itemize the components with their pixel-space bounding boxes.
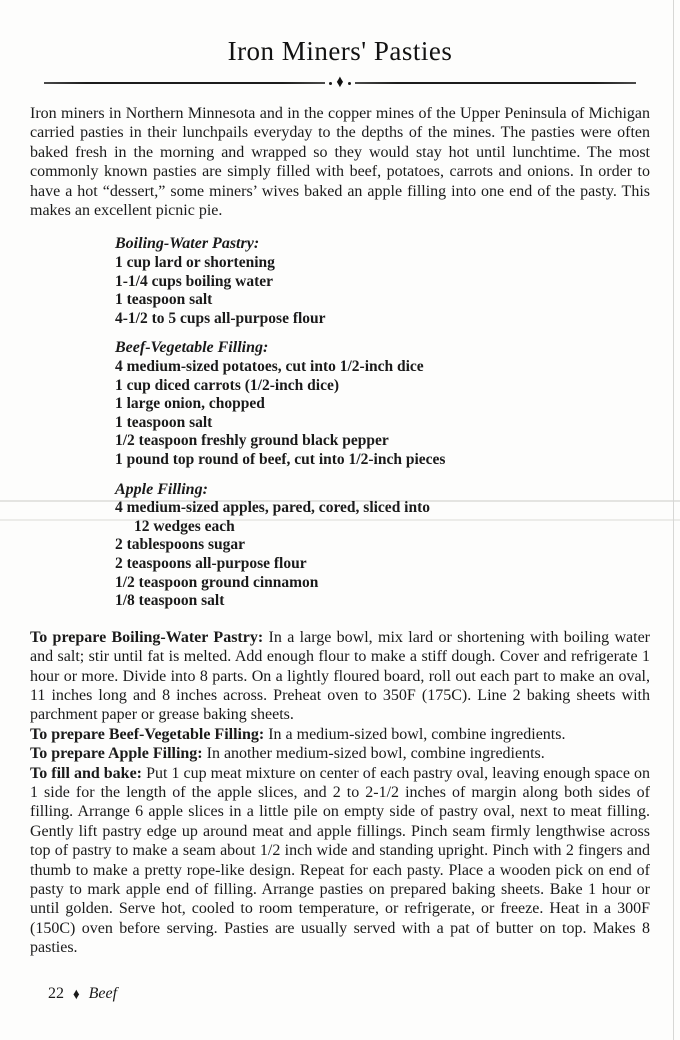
ingredient-item: 4-1/2 to 5 cups all-purpose flour xyxy=(115,309,326,327)
dot-ornament xyxy=(329,82,332,85)
page-footer xyxy=(48,985,117,1003)
diamond-icon: ♦ xyxy=(336,73,344,92)
diamond-icon: ♦ xyxy=(73,984,80,1003)
ingredient-group-heading: Apple Filling: xyxy=(115,480,208,498)
ingredient-item: 1 pound top round of beef, cut into 1/2-inch pieces xyxy=(115,450,446,468)
ornament-rule xyxy=(44,73,636,92)
ingredient-item: 1/8 teaspoon salt xyxy=(115,592,225,610)
instruction-text: Put 1 cup meat mixture on center of each pastry oval, leaving enough space on 1 side for the length of the apple slices, and 2 to 2-1/2 inches of margin along both sides of filling. Arrange 6 apple slices in a little pile on empty side of pastry oval, next to meat filling. Gently lift pastry edge up around meat and apple fillings. Pinch seam firmly lengthwise across top of pastry to make a seam about 1/2 inch wide and standing upright. Pinch with 2 fingers and thumb to make a pretty rope-like design. Repeat for each pasty. Place a wooden pick on end of pasty to mark apple end of filling. Arrange pasties on prepared baking sheets. Bake 1 hour or until golden. Serve hot, cooled to room temperature, or refrigerate, or freeze. Heat in a 300F (150C) oven before serving. Pasties are usually served with a pat of butter on top. Makes 8 pasties. xyxy=(30,764,651,957)
ingredient-group-heading: Boiling-Water Pastry: xyxy=(115,235,260,253)
instruction-lead: To prepare Beef-Vegetable Filling: xyxy=(30,725,269,743)
intro-paragraph: Iron miners in Northern Minnesota and in the copper mines of the Upper Peninsula of Michigan carried pasties in their lunchpails everyday to the depths of the mines. The pasties were often baked fresh in the morning and wrapped so they would stay hot until lunchtime. The most commonly known pasties are simply filled with beef, potatoes, carrots and onions. In order to have a hot “dessert,” some miners’ wives baked an apple filling into one end of the pasty. This makes an excellent picnic pie. xyxy=(30,105,650,220)
instructions xyxy=(30,628,650,958)
ingredient-groups xyxy=(115,235,650,610)
ingredient-group-heading: Beef-Vegetable Filling: xyxy=(115,339,269,357)
ingredient-item: 1/2 teaspoon ground cinnamon xyxy=(115,573,319,591)
section-name: Beef xyxy=(88,985,118,1002)
ingredient-item: 1/2 teaspoon freshly ground black pepper xyxy=(115,432,389,450)
instruction-paragraph xyxy=(30,628,650,725)
instruction-paragraph xyxy=(30,764,650,958)
ingredient-item: 1 large onion, chopped xyxy=(115,395,265,413)
ingredient-item: 4 medium-sized apples, pared, cored, sliced into xyxy=(115,499,431,517)
instruction-text: In a medium-sized bowl, combine ingredients. xyxy=(268,725,566,743)
instruction-lead: To prepare Apple Filling: xyxy=(30,745,207,763)
instruction-text: In another medium-sized bowl, combine ingredients. xyxy=(206,745,545,763)
instruction-lead: To prepare Boiling-Water Pastry: xyxy=(30,628,269,646)
divider-line xyxy=(355,82,636,84)
ingredient-group xyxy=(115,339,650,469)
instruction-paragraph xyxy=(30,725,650,744)
recipe-title: Iron Miners' Pasties xyxy=(227,36,453,66)
instruction-text: In a large bowl, mix lard or shortening with boiling water and salt; stir until fat is melted. Add enough flour to make a stiff dough. Cover and refrigerate 1 hour or more. Divide into 8 parts. On a lightly floured board, roll out each part to make an oval, 11 inches long and 8 inches across. Preheat oven to 350F (175C). Line 2 baking sheets with parchment paper or grease baking sheets. xyxy=(30,628,650,724)
ingredient-item: 1 cup diced carrots (1/2-inch dice) xyxy=(115,376,340,394)
ingredient-item: 4 medium-sized potatoes, cut into 1/2-inch dice xyxy=(115,358,424,375)
ingredient-item: 1 cup lard or shortening xyxy=(115,254,275,272)
ingredient-item: 2 tablespoons sugar xyxy=(115,536,246,554)
ingredient-group xyxy=(115,481,650,611)
ingredient-item: 1 teaspoon salt xyxy=(115,413,213,431)
ingredient-group xyxy=(115,235,650,328)
instruction-lead: To fill and bake: xyxy=(30,764,147,782)
ingredient-item: 12 wedges each xyxy=(134,517,235,535)
divider-line xyxy=(44,82,325,84)
ingredient-item: 1-1/4 cups boiling water xyxy=(115,272,274,290)
dot-ornament xyxy=(348,82,351,85)
instruction-paragraph xyxy=(30,744,650,763)
ingredient-item: 1 teaspoon salt xyxy=(115,291,213,309)
page-number: 22 xyxy=(48,985,64,1002)
ingredient-item: 2 teaspoons all-purpose flour xyxy=(115,554,307,572)
